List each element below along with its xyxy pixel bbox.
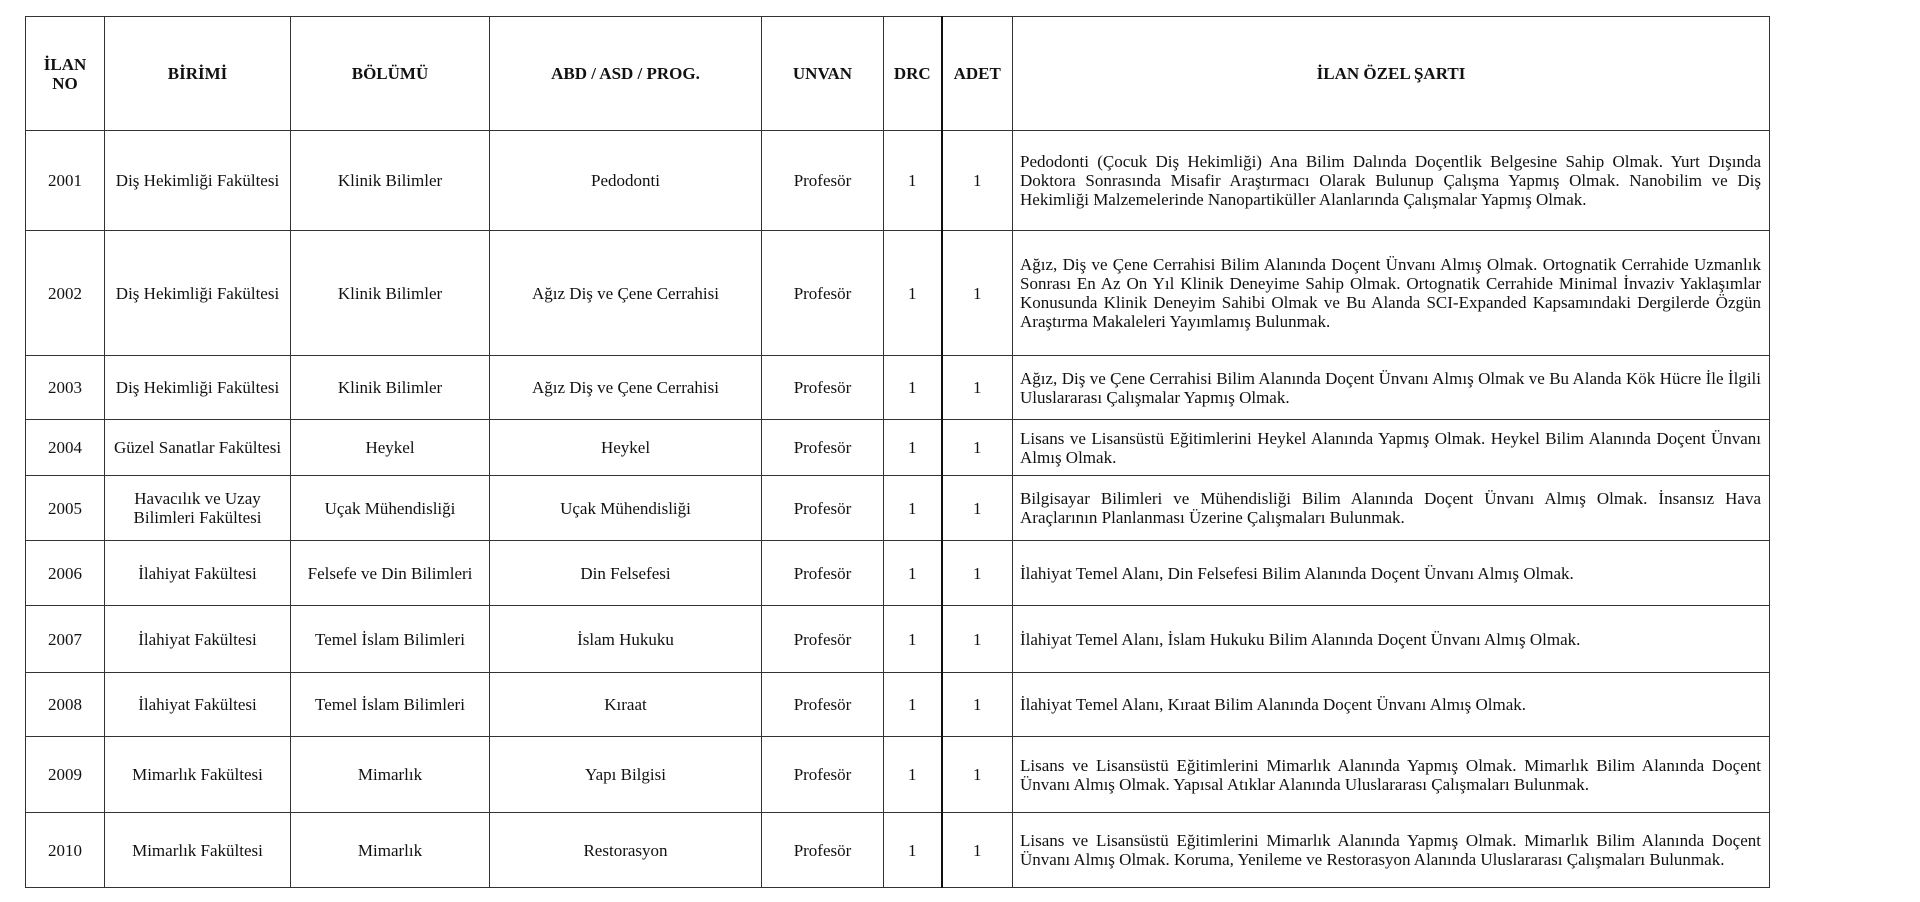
cell-abd: Yapı Bilgisi bbox=[490, 737, 762, 813]
header-row bbox=[26, 17, 1770, 131]
cell-ozel-sart: Pedodonti (Çocuk Diş Hekimliği) Ana Bilim Dalında Doçentlik Belgesine Sahip Olmak. Yurt Dışında Doktora Sonrasında Misafir Araştırmacı Olarak Bulunup Çalışma Yapmış Olmak. Nanobilim ve Diş Hekimliği Malzemelerinde Nanopartiküller Alanlarında Çalışmalar Yapmış Olmak. bbox=[1013, 131, 1770, 231]
cell-adet: 1 bbox=[942, 606, 1013, 673]
header-unvan: UNVAN bbox=[762, 17, 884, 131]
cell-abd: Ağız Diş ve Çene Cerrahisi bbox=[490, 356, 762, 420]
cell-unvan: Profesör bbox=[762, 420, 884, 476]
cell-ozel-sart: İlahiyat Temel Alanı, Din Felsefesi Bilim Alanında Doçent Ünvanı Almış Olmak. bbox=[1013, 541, 1770, 606]
cell-bolum: Klinik Bilimler bbox=[291, 356, 490, 420]
cell-unvan: Profesör bbox=[762, 673, 884, 737]
cell-ozel-sart: İlahiyat Temel Alanı, Kıraat Bilim Alanında Doçent Ünvanı Almış Olmak. bbox=[1013, 673, 1770, 737]
cell-unvan: Profesör bbox=[762, 606, 884, 673]
job-postings-table bbox=[25, 16, 1770, 888]
cell-abd: Din Felsefesi bbox=[490, 541, 762, 606]
table-row bbox=[26, 737, 1770, 813]
cell-birim: İlahiyat Fakültesi bbox=[105, 606, 291, 673]
cell-ilan-no: 2004 bbox=[26, 420, 105, 476]
cell-bolum: Klinik Bilimler bbox=[291, 131, 490, 231]
cell-ilan-no: 2009 bbox=[26, 737, 105, 813]
cell-abd: Restorasyon bbox=[490, 813, 762, 888]
cell-adet: 1 bbox=[942, 476, 1013, 541]
cell-birim: Diş Hekimliği Fakültesi bbox=[105, 131, 291, 231]
cell-ilan-no: 2007 bbox=[26, 606, 105, 673]
cell-adet: 1 bbox=[942, 131, 1013, 231]
cell-abd: Pedodonti bbox=[490, 131, 762, 231]
cell-birim: İlahiyat Fakültesi bbox=[105, 541, 291, 606]
cell-bolum: Mimarlık bbox=[291, 737, 490, 813]
cell-unvan: Profesör bbox=[762, 813, 884, 888]
cell-bolum: Temel İslam Bilimleri bbox=[291, 673, 490, 737]
cell-unvan: Profesör bbox=[762, 737, 884, 813]
table-row bbox=[26, 131, 1770, 231]
table-row bbox=[26, 541, 1770, 606]
header-adet: ADET bbox=[942, 17, 1013, 131]
cell-birim: Güzel Sanatlar Fakültesi bbox=[105, 420, 291, 476]
cell-drc: 1 bbox=[884, 606, 942, 673]
cell-abd: İslam Hukuku bbox=[490, 606, 762, 673]
cell-drc: 1 bbox=[884, 541, 942, 606]
cell-bolum: Heykel bbox=[291, 420, 490, 476]
cell-bolum: Uçak Mühendisliği bbox=[291, 476, 490, 541]
cell-adet: 1 bbox=[942, 737, 1013, 813]
cell-unvan: Profesör bbox=[762, 541, 884, 606]
cell-birim: Mimarlık Fakültesi bbox=[105, 737, 291, 813]
table-row bbox=[26, 673, 1770, 737]
cell-bolum: Mimarlık bbox=[291, 813, 490, 888]
cell-abd: Uçak Mühendisliği bbox=[490, 476, 762, 541]
cell-birim: Havacılık ve Uzay Bilimleri Fakültesi bbox=[105, 476, 291, 541]
cell-unvan: Profesör bbox=[762, 356, 884, 420]
cell-drc: 1 bbox=[884, 420, 942, 476]
table-row bbox=[26, 606, 1770, 673]
cell-adet: 1 bbox=[942, 813, 1013, 888]
cell-ilan-no: 2006 bbox=[26, 541, 105, 606]
cell-ilan-no: 2005 bbox=[26, 476, 105, 541]
header-ozel-sart: İLAN ÖZEL ŞARTI bbox=[1013, 17, 1770, 131]
cell-drc: 1 bbox=[884, 131, 942, 231]
cell-bolum: Temel İslam Bilimleri bbox=[291, 606, 490, 673]
cell-bolum: Klinik Bilimler bbox=[291, 231, 490, 356]
cell-ozel-sart: Ağız, Diş ve Çene Cerrahisi Bilim Alanında Doçent Ünvanı Almış Olmak. Ortognatik Cerrahide Uzmanlık Sonrası En Az On Yıl Klinik Deneyime Sahip Olmak. Ortognatik Cerrahide Minimal İnvaziv Yaklaşımlar Konusunda Klinik Deneyim Sahibi Olmak ve Bu Alanda SCI-Expanded Kapsamındaki Dergilerde Özgün Araştırma Makaleleri Yayımlamış Bulunmak. bbox=[1013, 231, 1770, 356]
cell-ozel-sart: Ağız, Diş ve Çene Cerrahisi Bilim Alanında Doçent Ünvanı Almış Olmak ve Bu Alanda Kök Hücre İle İlgili Uluslararası Çalışmalar Yapmış Olmak. bbox=[1013, 356, 1770, 420]
header-ilan-no: İLAN NO bbox=[26, 17, 105, 131]
header-abd: ABD / ASD / PROG. bbox=[490, 17, 762, 131]
cell-ozel-sart: Lisans ve Lisansüstü Eğitimlerini Mimarlık Alanında Yapmış Olmak. Mimarlık Bilim Alanında Doçent Ünvanı Almış Olmak. Yapısal Atıklar Alanında Uluslararası Çalışmaları Bulunmak. bbox=[1013, 737, 1770, 813]
cell-birim: Mimarlık Fakültesi bbox=[105, 813, 291, 888]
cell-adet: 1 bbox=[942, 541, 1013, 606]
cell-birim: İlahiyat Fakültesi bbox=[105, 673, 291, 737]
cell-birim: Diş Hekimliği Fakültesi bbox=[105, 356, 291, 420]
cell-unvan: Profesör bbox=[762, 231, 884, 356]
cell-adet: 1 bbox=[942, 231, 1013, 356]
cell-ozel-sart: İlahiyat Temel Alanı, İslam Hukuku Bilim Alanında Doçent Ünvanı Almış Olmak. bbox=[1013, 606, 1770, 673]
cell-drc: 1 bbox=[884, 476, 942, 541]
header-birimi: BİRİMİ bbox=[105, 17, 291, 131]
table-row bbox=[26, 420, 1770, 476]
cell-ozel-sart: Lisans ve Lisansüstü Eğitimlerini Mimarlık Alanında Yapmış Olmak. Mimarlık Bilim Alanında Doçent Ünvanı Almış Olmak. Koruma, Yenileme ve Restorasyon Alanında Uluslararası Çalışmaları Bulunmak. bbox=[1013, 813, 1770, 888]
header-drc: DRC bbox=[884, 17, 942, 131]
cell-abd: Heykel bbox=[490, 420, 762, 476]
cell-unvan: Profesör bbox=[762, 476, 884, 541]
cell-adet: 1 bbox=[942, 356, 1013, 420]
header-bolumu: BÖLÜMÜ bbox=[291, 17, 490, 131]
cell-drc: 1 bbox=[884, 813, 942, 888]
cell-drc: 1 bbox=[884, 737, 942, 813]
cell-unvan: Profesör bbox=[762, 131, 884, 231]
cell-ozel-sart: Bilgisayar Bilimleri ve Mühendisliği Bilim Alanında Doçent Ünvanı Almış Olmak. İnsansız Hava Araçlarının Planlanması Üzerine Çalışmaları Bulunmak. bbox=[1013, 476, 1770, 541]
cell-ilan-no: 2001 bbox=[26, 131, 105, 231]
cell-ilan-no: 2008 bbox=[26, 673, 105, 737]
cell-drc: 1 bbox=[884, 673, 942, 737]
cell-birim: Diş Hekimliği Fakültesi bbox=[105, 231, 291, 356]
cell-ilan-no: 2003 bbox=[26, 356, 105, 420]
cell-ilan-no: 2002 bbox=[26, 231, 105, 356]
table-row bbox=[26, 476, 1770, 541]
cell-ilan-no: 2010 bbox=[26, 813, 105, 888]
table-row bbox=[26, 813, 1770, 888]
cell-ozel-sart: Lisans ve Lisansüstü Eğitimlerini Heykel Alanında Yapmış Olmak. Heykel Bilim Alanında Doçent Ünvanı Almış Olmak. bbox=[1013, 420, 1770, 476]
cell-adet: 1 bbox=[942, 420, 1013, 476]
table-row bbox=[26, 356, 1770, 420]
cell-bolum: Felsefe ve Din Bilimleri bbox=[291, 541, 490, 606]
cell-abd: Kıraat bbox=[490, 673, 762, 737]
table-row bbox=[26, 231, 1770, 356]
cell-drc: 1 bbox=[884, 231, 942, 356]
cell-drc: 1 bbox=[884, 356, 942, 420]
cell-adet: 1 bbox=[942, 673, 1013, 737]
cell-abd: Ağız Diş ve Çene Cerrahisi bbox=[490, 231, 762, 356]
